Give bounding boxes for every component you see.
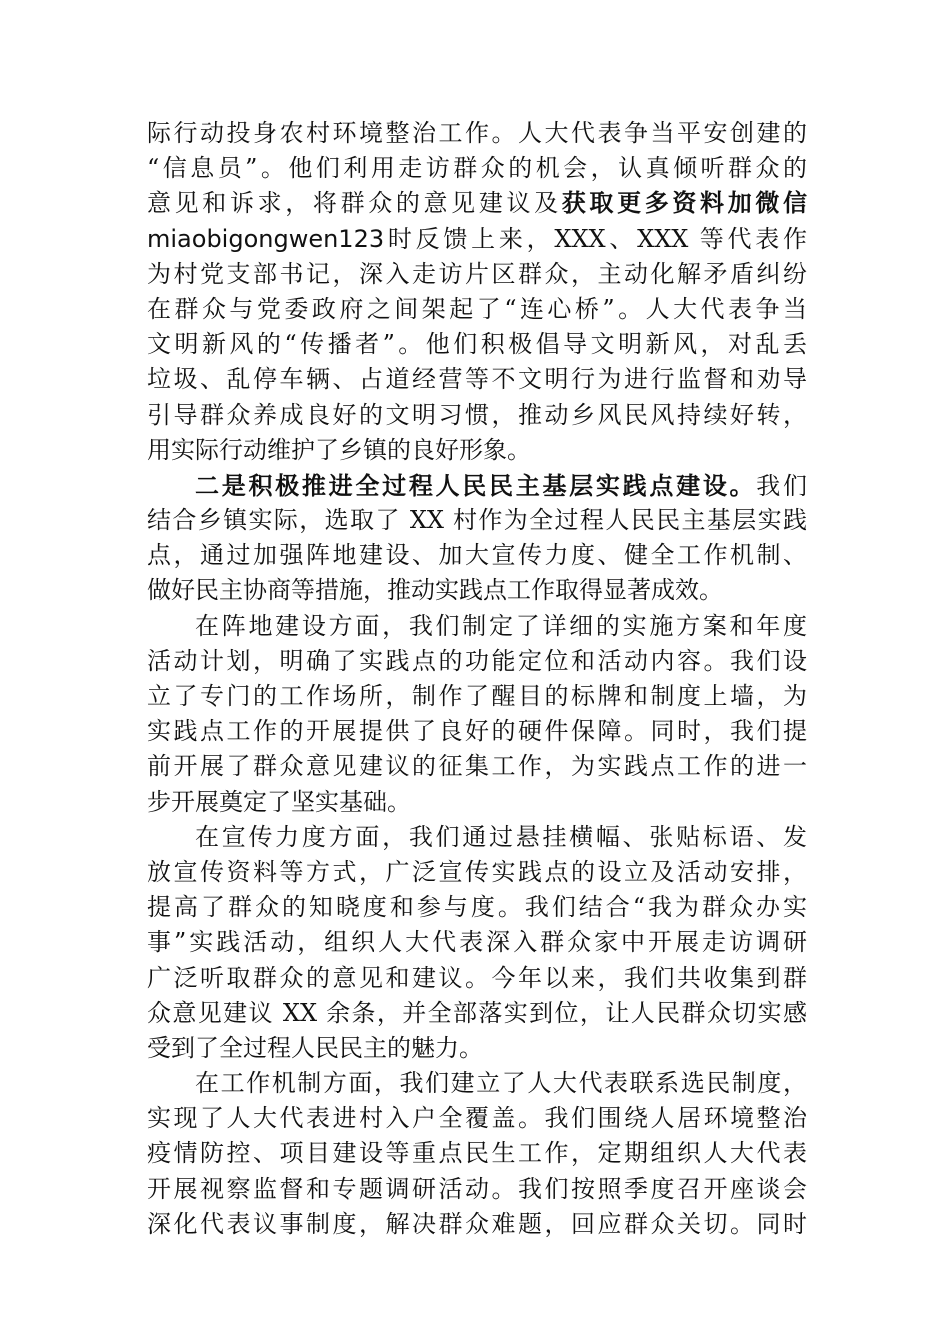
text-line: 在工作机制方面，我们建立了人大代表联系选民制度， [195,1069,807,1098]
text-line [147,186,807,221]
text-segment: 时反馈上来，XXX、XXX 等代表作 [384,224,807,253]
paragraph-1 [147,116,807,468]
text-line: 际行动投身农村环境整治工作。人大代表争当平安创建的 [147,119,807,147]
text-line: 在群众与党委政府之间架起了“连心桥”。人大代表争当 [147,294,807,323]
paragraph-4 [147,820,807,1066]
section-heading: 二是积极推进全过程人民民主基层实践点建设。 [195,470,757,500]
text-line: 点，通过加强阵地建设、加大宣传力度、健全工作机制、 [147,541,807,570]
text-line: 前开展了群众意见建议的征集工作，为实践点工作的进一 [147,752,807,781]
text-line: 文明新风的“传播者”。他们积极倡导文明新风，对乱丢 [147,330,807,359]
paragraph-5 [147,1066,807,1242]
promo-id: miaobigongwen123 [147,224,385,253]
body-text [147,116,807,1242]
text-line: 实现了人大代表进村入户全覆盖。我们围绕人居环境整治 [147,1104,807,1133]
text-segment: 我们 [756,471,808,500]
text-line: 做好民主协商等措施，推动实践点工作取得显著成效。 [147,576,723,605]
text-line [147,222,807,257]
text-line: 放宣传资料等方式，广泛宣传实践点的设立及活动安排， [147,857,807,886]
text-line: 为村党支部书记，深入走访片区群众，主动化解矛盾纠纷 [147,259,807,288]
text-line: 提高了群众的知晓度和参与度。我们结合“我为群众办实 [147,893,807,922]
text-line: 引导群众养成良好的文明习惯，推动乡风民风持续好转， [147,400,807,429]
text-line: 深化代表议事制度，解决群众难题，回应群众关切。同时 [147,1209,807,1238]
text-line: 在阵地建设方面，我们制定了详细的实施方案和年度 [195,611,807,640]
text-line: 立了专门的工作场所，制作了醒目的标牌和制度上墙，为 [147,682,807,710]
text-line [147,468,807,503]
text-line: 众意见建议 XX 余条，并全部落实到位，让人民群众切实感 [147,998,807,1027]
text-line: 在宣传力度方面，我们通过悬挂横幅、张贴标语、发 [195,822,807,851]
text-line: 广泛听取群众的意见和建议。今年以来，我们共收集到群 [147,963,807,992]
text-line: 结合乡镇实际，选取了 XX 村作为全过程人民民主基层实践 [147,506,807,535]
text-line: 活动计划，明确了实践点的功能定位和活动内容。我们设 [147,646,807,675]
text-line: 步开展奠定了坚实基础。 [147,787,411,816]
text-line: “信息员”。他们利用走访群众的机会，认真倾听群众的 [147,154,807,183]
text-line: 用实际行动维护了乡镇的良好形象。 [147,435,531,464]
paragraph-3 [147,609,807,820]
text-line: 垃圾、乱停车辆、占道经营等不文明行为进行监督和劝导 [147,365,807,394]
text-line: 受到了全过程人民民主的魅力。 [147,1033,483,1062]
promo-text: 获取更多资料加微信 [561,189,807,218]
text-line: 事”实践活动，组织人大代表深入群众家中开展走访调研 [147,928,807,957]
text-line: 开展视察监督和专题调研活动。我们按照季度召开座谈会 [147,1174,807,1203]
text-line: 疫情防控、项目建设等重点民生工作，定期组织人大代表 [147,1139,807,1168]
text-line: 实践点工作的开展提供了良好的硬件保障。同时，我们提 [147,717,807,746]
paragraph-2 [147,468,807,609]
text-segment: 意见和诉求，将群众的意见建议及 [147,189,562,218]
